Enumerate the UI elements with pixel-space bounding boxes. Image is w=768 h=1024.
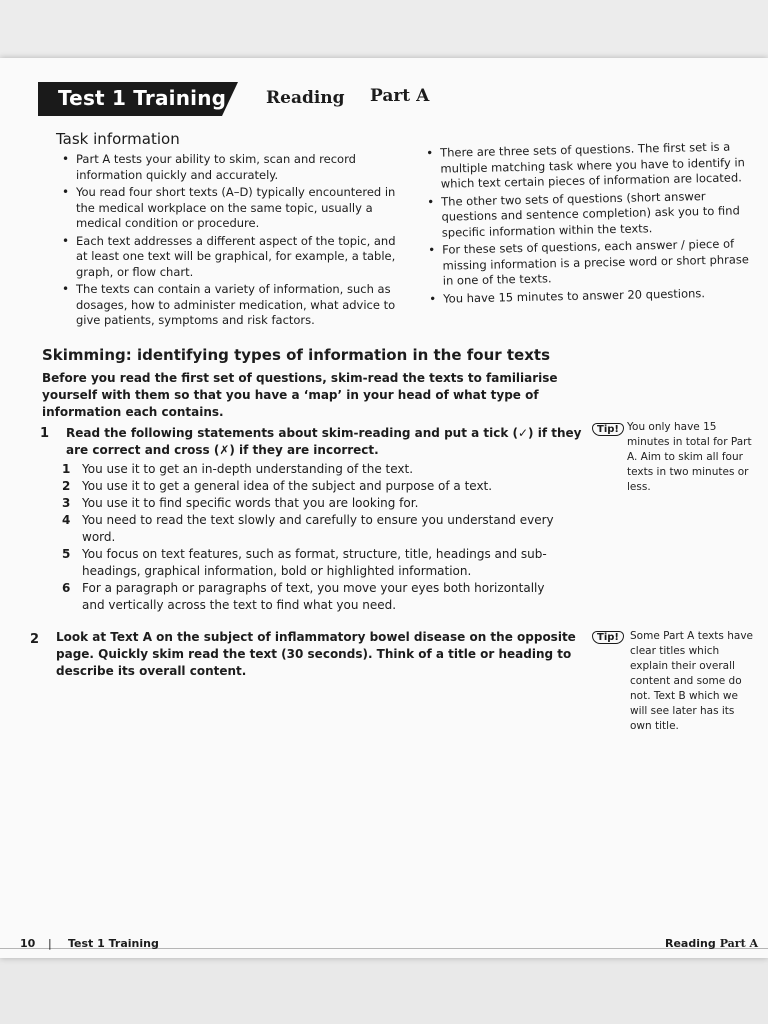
skimming-title: Skimming: identifying types of information in the four texts [42,346,551,364]
list-item: • You read four short texts (A–D) typically encountered in the medical workplace on the same topic, usually a medical condition or procedure. [60,185,405,232]
statement-text: You need to read the text slowly and carefully to ensure you understand every word. [82,513,554,544]
header-part: Part A [370,86,430,106]
question-2-text: Look at Text A on the subject of inflammatory bowel disease on the opposite page. Quickly skim read the text (30 seconds). Think of a title or heading to describe its overall content. [56,630,576,678]
statement-number: 4 [62,513,71,527]
list-item: • You have 15 minutes to answer 20 questions. [427,285,757,307]
tip-text: You only have 15 minutes in total for Part A. Aim to skim all four texts in two minutes or less. [627,421,752,493]
task-info-right-list [424,139,757,309]
list-item: • The other two sets of questions (short answer questions and sentence completion) ask you to find specific information within the texts. [425,188,756,241]
skimming-intro: Before you read the first set of questions, skim-read the texts to familiarise yourself with them so that you have a ‘map’ in your head of what type of information each contains. [42,371,558,419]
statement-item [60,580,560,614]
statement-list [60,461,560,614]
task-info-title: Task information [56,130,180,148]
top-margin [0,0,768,58]
statement-item [60,478,560,495]
tip-badge: Tip! [592,423,624,436]
list-item: • For these sets of questions, each answer / piece of missing information is a precise word or short phrase in one of the texts. [426,236,757,289]
question-2-number: 2 [30,632,40,647]
list-item: • Part A tests your ability to skim, scan and record information quickly and accurately. [60,152,405,183]
statement-item [60,495,560,512]
list-item: • Each text addresses a different aspect of the topic, and at least one text will be graphical, for example, a table, graph, or flow chart. [60,234,405,281]
statement-number: 5 [62,547,71,561]
statement-number: 1 [62,462,71,476]
statement-text: You use it to find specific words that you are looking for. [82,496,419,510]
footer-reading: Reading [665,937,716,950]
statement-number: 3 [62,496,71,510]
footer-separator: | [48,937,52,950]
statement-number: 6 [62,581,71,595]
statement-item [60,512,560,546]
list-item: • The texts can contain a variety of information, such as dosages, how to administer medication, what advice to give patients, symptoms and risk factors. [60,282,405,329]
footer-part: Part A [719,937,759,950]
header-reading: Reading [266,88,345,108]
question-1-number: 1 [40,426,50,441]
page-number: 10 [20,937,36,950]
statement-text: You use it to get an in-depth understanding of the text. [82,462,414,476]
statement-text: You focus on text features, such as format, structure, title, headings and sub-headings, graphical information, bold or highlighted information. [82,547,547,578]
question-1-text: Read the following statements about skim-reading and put a tick (✓) if they are correct and cross (✗) if they are incorrect. [66,426,582,457]
tip-text: Some Part A texts have clear titles which explain their overall content and some do not. Text B which we will see later has its own title. [630,630,753,732]
statement-number: 2 [62,479,71,493]
statement-text: For a paragraph or paragraphs of text, you move your eyes both horizontally and vertically across the text to find what you need. [82,581,545,612]
footer-left-label: Test 1 Training [68,937,159,950]
tip-badge: Tip! [592,631,624,644]
task-info-left-list [60,152,405,331]
statement-item [60,546,560,580]
list-item: • There are three sets of questions. The first set is a multiple matching task where you have to identify in which text certain pieces of information are located. [424,139,755,192]
statement-item [60,461,560,478]
header-title: Test 1 Training [58,86,227,110]
footer-right-label [665,937,758,950]
statement-text: You use it to get a general idea of the subject and purpose of a text. [82,479,493,493]
